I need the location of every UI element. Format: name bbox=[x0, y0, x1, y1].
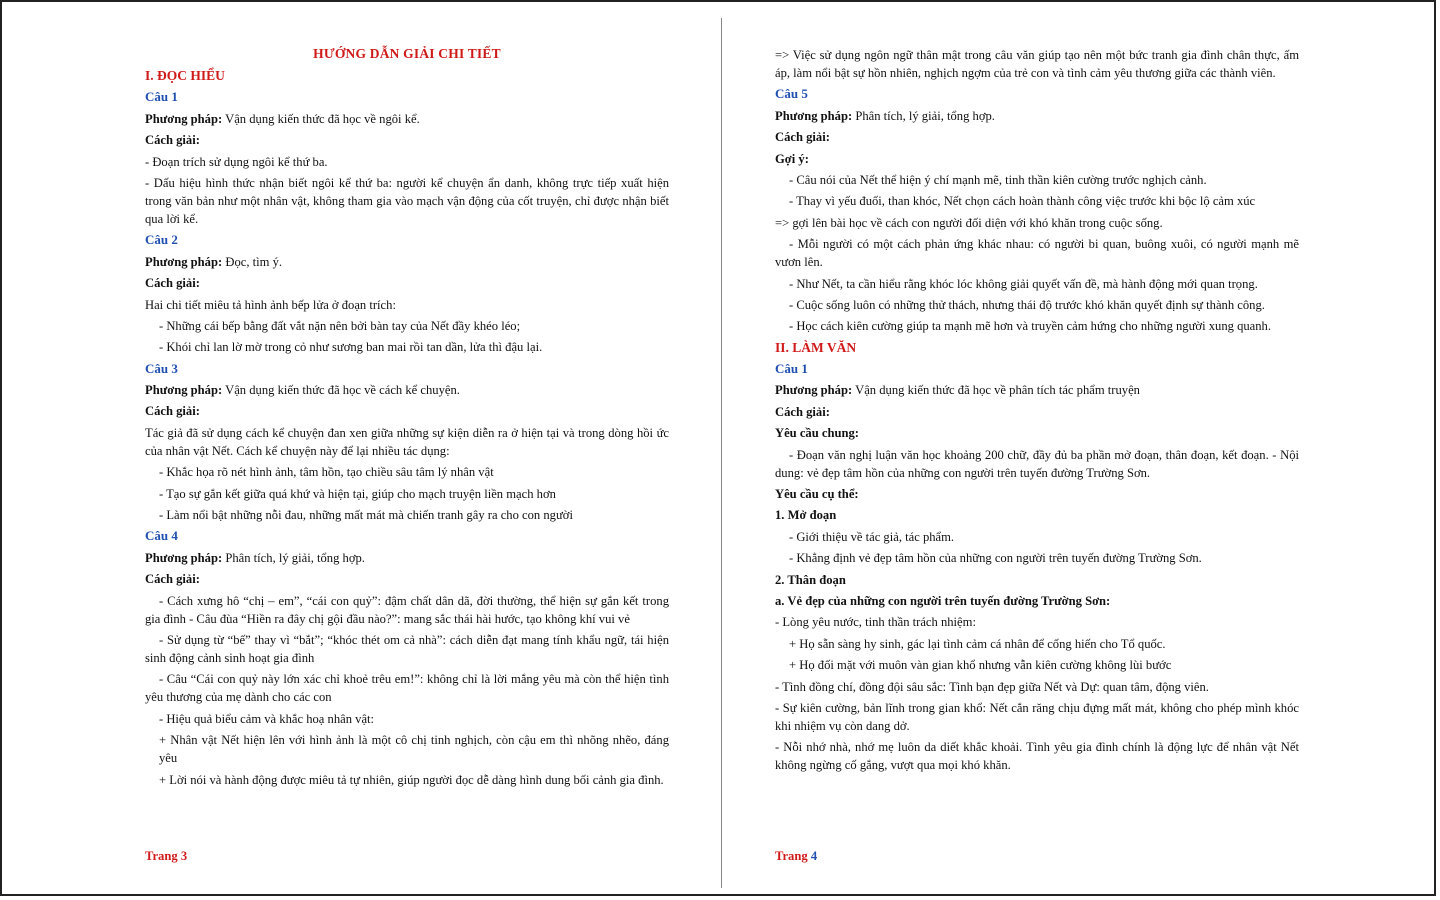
q3-method: Phương pháp: Vận dụng kiến thức đã học về cách kể chuyện. bbox=[145, 383, 460, 398]
question-3-label: Câu 3 bbox=[145, 360, 178, 376]
q1-line: - Đoạn trích sử dụng ngôi kể thứ ba. bbox=[145, 154, 328, 169]
w1-open-label: 1. Mở đoạn bbox=[775, 508, 837, 523]
w1-body-line: - Lòng yêu nước, tinh thần trách nhiệm: bbox=[775, 615, 976, 630]
question-5-label: Câu 5 bbox=[775, 86, 808, 102]
w1-body-line: - Sự kiên cường, bản lĩnh trong gian khổ: Nết cắn răng chịu đựng mất mát, không cho phép mình khóc khi nhiệm vụ còn dang dở. bbox=[775, 700, 1299, 733]
q4-method: Phương pháp: Phân tích, lý giải, tổng hợp. bbox=[145, 550, 365, 565]
q4-line: - Sử dụng từ “bế” thay vì “bắt”; “khóc thét om cả nhà”: cách diễn đạt mang tính khẩu ngữ, tái hiện sinh động cảnh sinh hoạt gia đình bbox=[145, 632, 669, 665]
q3-solve-label: Cách giải: bbox=[145, 404, 200, 419]
question-1-label: Câu 1 bbox=[145, 89, 178, 105]
section-doc-hieu: I. ĐỌC HIỂU bbox=[145, 68, 225, 83]
q3-line: - Khắc họa rõ nét hình ảnh, tâm hồn, tạo chiều sâu tâm lý nhân vật bbox=[159, 465, 494, 480]
w1-body-line: + Họ sẵn sàng hy sinh, gác lại tình cảm cá nhân để cống hiến cho Tổ quốc. bbox=[789, 636, 1166, 651]
w1-open-line: - Giới thiệu về tác giả, tác phẩm. bbox=[789, 529, 955, 544]
w1-solve-label: Cách giải: bbox=[775, 404, 830, 419]
q5-line: - Học cách kiên cường giúp ta mạnh mẽ hơn và truyền cảm hứng cho những người xung quanh. bbox=[789, 319, 1271, 334]
q5-hint-label: Gợi ý: bbox=[775, 151, 809, 166]
w1-general-label: Yêu cầu chung: bbox=[775, 426, 859, 441]
q4-line: - Hiệu quả biểu cảm và khắc hoạ nhân vật: bbox=[159, 711, 375, 726]
w1-specific-label: Yêu cầu cụ thể: bbox=[775, 487, 859, 502]
q2-method: Phương pháp: Đọc, tìm ý. bbox=[145, 254, 283, 269]
page-3-footer: Trang 3 bbox=[145, 849, 188, 863]
q5-line: - Cuộc sống luôn có những thử thách, nhưng thái độ trước khó khăn quyết định sự thành công. bbox=[789, 297, 1265, 312]
q2-intro: Hai chi tiết miêu tả hình ảnh bếp lửa ở đoạn trích: bbox=[145, 297, 396, 312]
w1-body-sub: a. Vẻ đẹp của những con người trên tuyến đường Trường Sơn: bbox=[775, 593, 1111, 608]
q2-line: - Những cái bếp bằng đất vắt nặn nên bởi bàn tay của Nết đầy khéo léo; bbox=[159, 318, 521, 333]
page-4 bbox=[775, 46, 1299, 778]
q5-line: => gợi lên bài học về cách con người đối diện với khó khăn trong cuộc sống. bbox=[775, 215, 1163, 230]
w1-body-line: - Tình đồng chí, đồng đội sâu sắc: Tình bạn đẹp giữa Nết và Dự: quan tâm, động viên. bbox=[775, 679, 1209, 694]
w1-general: - Đoạn văn nghị luận văn học khoảng 200 chữ, đầy đủ ba phần mở đoạn, thân đoạn, kết đoạn. - Nội dung: vẻ đẹp tâm hồn của những con người trên tuyến đường Trường Sơn. bbox=[775, 447, 1299, 480]
q5-line: - Như Nết, ta cần hiểu rằng khóc lóc không giải quyết vấn đề, mà hành động mới quan trọng. bbox=[789, 276, 1258, 291]
q3-intro: Tác giả đã sử dụng cách kể chuyện đan xen giữa những sự kiện diễn ra ở hiện tại và trong dòng hồi ức của nhân vật Nết. Cách kể chuyện này để lại nhiều tác dụng: bbox=[145, 425, 669, 458]
q5-solve-label: Cách giải: bbox=[775, 130, 830, 145]
q2-line: - Khói chỉ lan lờ mờ trong cỏ như sương ban mai rồi tan dần, lửa thì đậu lại. bbox=[159, 340, 543, 355]
q2-solve-label: Cách giải: bbox=[145, 276, 200, 291]
q4-line: + Nhân vật Nết hiện lên với hình ảnh là một cô chị tinh nghịch, còn cậu em thì nhõng nhẽo, đáng yêu bbox=[159, 733, 669, 766]
question-2-label: Câu 2 bbox=[145, 232, 178, 248]
q5-line: - Thay vì yếu đuối, than khóc, Nết chọn cách hoàn thành công việc trước khi bộc lộ cảm xúc bbox=[789, 194, 1256, 209]
q1-solve-label: Cách giải: bbox=[145, 133, 200, 148]
q5-line: - Mỗi người có một cách phản ứng khác nhau: có người bi quan, buông xuôi, có người mạnh mẽ vươn lên. bbox=[775, 237, 1299, 270]
q5-method: Phương pháp: Phân tích, lý giải, tổng hợp. bbox=[775, 108, 995, 123]
page-4-footer: Trang 4 bbox=[775, 849, 818, 863]
w1-open-line: - Khẳng định vẻ đẹp tâm hồn của những con người trên tuyến đường Trường Sơn. bbox=[789, 551, 1202, 566]
continuation-paragraph: => Việc sử dụng ngôn ngữ thân mật trong câu văn giúp tạo nên một bức tranh gia đình chân thực, ấm áp, làm nổi bật sự hồn nhiên, nghịch ngợm của trẻ con và tình cảm yêu thương giữa các thành viên. bbox=[775, 48, 1299, 80]
w1-body-line: - Nỗi nhớ nhà, nhớ mẹ luôn da diết khắc khoải. Tình yêu gia đình chính là động lực để nhân vật Nết không ngừng cố gắng, vượt qua mọi khó khăn. bbox=[775, 740, 1299, 773]
w1-body-line: + Họ đối mặt với muôn vàn gian khổ nhưng vẫn kiên cường không lùi bước bbox=[789, 658, 1172, 673]
question-4-label: Câu 4 bbox=[145, 528, 178, 544]
page-3 bbox=[145, 45, 669, 792]
q3-line: - Tạo sự gắn kết giữa quá khứ và hiện tại, giúp cho mạch truyện liền mạch hơn bbox=[159, 486, 556, 501]
w1-method: Phương pháp: Vận dụng kiến thức đã học về phân tích tác phẩm truyện bbox=[775, 383, 1140, 398]
q4-line: - Câu “Cái con quỷ này lớn xác chỉ khoẻ trêu em!”: không chỉ là lời mắng yêu mà còn thể hiện tình yêu thương của mẹ dành cho các con bbox=[145, 672, 669, 705]
q3-line: - Làm nổi bật những nỗi đau, những mất mát mà chiến tranh gây ra cho con người bbox=[159, 508, 573, 523]
page-divider bbox=[721, 18, 722, 888]
writing-1-label: Câu 1 bbox=[775, 361, 808, 377]
q1-method: Phương pháp: Vận dụng kiến thức đã học về ngôi kể. bbox=[145, 111, 420, 126]
q1-line: - Dấu hiệu hình thức nhận biết ngôi kể thứ ba: người kể chuyện ẩn danh, không trực tiếp xuất hiện trong văn bản như một nhân vật, không tham gia vào mạch vận động của cốt truyện, chỉ được nhận biết qua lời kể. bbox=[145, 175, 669, 226]
q4-line: - Cách xưng hô “chị – em”, “cái con quỷ”: đậm chất dân dã, đời thường, thể hiện sự gắn kết trong gia đình - Câu đùa “Hiền ra đây chị gội đầu nào?”: mang sắc thái hài hước, tạo không khí vui vẻ bbox=[145, 593, 669, 626]
q5-line: - Câu nói của Nết thể hiện ý chí mạnh mẽ, tinh thần kiên cường trước nghịch cảnh. bbox=[789, 172, 1207, 187]
doc-title: HƯỚNG DẪN GIẢI CHI TIẾT bbox=[313, 46, 501, 61]
q4-solve-label: Cách giải: bbox=[145, 572, 200, 587]
w1-body-label: 2. Thân đoạn bbox=[775, 572, 846, 587]
section-lam-van: II. LÀM VĂN bbox=[775, 339, 857, 355]
q4-line: + Lời nói và hành động được miêu tả tự nhiên, giúp người đọc dễ dàng hình dung bối cảnh gia đình. bbox=[159, 772, 664, 787]
